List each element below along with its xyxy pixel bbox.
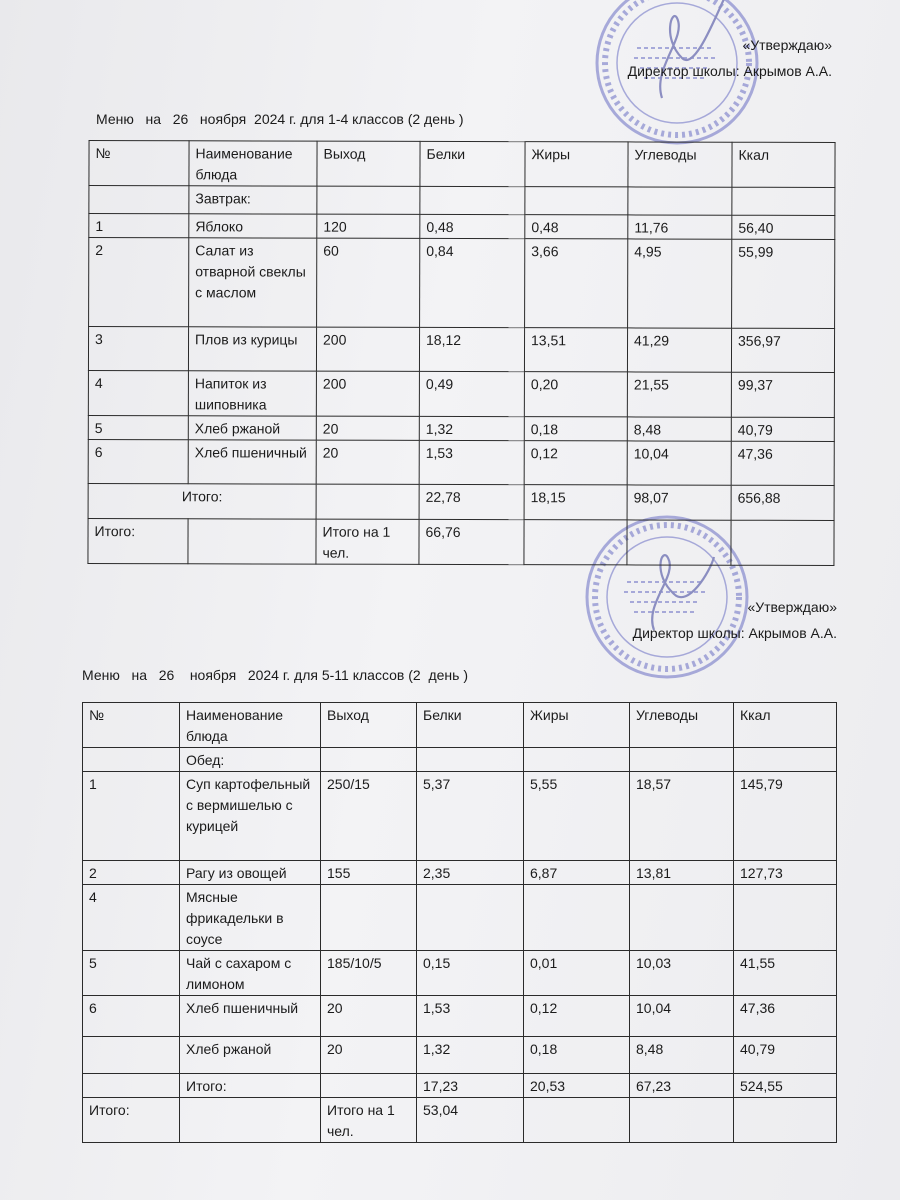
cell: 120 (317, 214, 420, 238)
cell: 99,37 (731, 372, 834, 417)
header-cell: Углеводы (628, 142, 732, 187)
cell: 47,36 (731, 441, 834, 485)
cell: 3 (88, 327, 188, 371)
subtotal-kkal: 524,55 (734, 1074, 837, 1098)
cell: Хлеб ржаной (188, 416, 316, 440)
cell: 40,79 (731, 417, 834, 441)
subtotal-row (83, 1074, 837, 1098)
table-row (83, 861, 837, 885)
subtotal-zhiry: 18,15 (524, 485, 627, 520)
cell: 20 (321, 1037, 417, 1074)
cell: 10,03 (630, 951, 734, 996)
subtotal-zhiry: 20,53 (524, 1074, 630, 1098)
table-row (83, 951, 837, 996)
table-row (89, 214, 835, 240)
total-label: Итого: (83, 1098, 180, 1143)
cell: 200 (316, 327, 419, 371)
cell: 2 (89, 238, 189, 327)
cell: Рагу из овощей (180, 861, 321, 885)
cell: Напиток из шиповника (188, 371, 316, 416)
cell: 4 (88, 371, 188, 416)
table-row (83, 1037, 837, 1074)
subtotal-label: Итого: (88, 484, 316, 520)
cell: 200 (316, 371, 419, 416)
director-name: Директор школы: Акрымов А.А. (632, 625, 837, 641)
table-row (83, 772, 837, 861)
cell: 1,53 (417, 996, 524, 1037)
menu-title-5-11: Меню на 26 ноября 2024 г. для 5-11 классов (2 день ) (82, 667, 468, 683)
cell: 8,48 (627, 417, 731, 441)
cell: 0,15 (417, 951, 524, 996)
section-label: Обед: (180, 748, 321, 772)
cell: 20 (316, 440, 419, 484)
menu-table-5-11 (82, 702, 837, 1143)
approval-label: «Утверждаю» (742, 37, 832, 53)
cell: 1,32 (417, 1037, 524, 1074)
table-header-row (83, 703, 837, 748)
header-cell: Выход (321, 703, 417, 748)
approval-label: «Утверждаю» (747, 599, 837, 615)
per-person-label: Итого на 1 чел. (316, 519, 419, 564)
cell: Плов из курицы (188, 327, 316, 371)
cell: 145,79 (734, 772, 837, 861)
table-row (83, 885, 837, 951)
per-person-value: 66,76 (419, 519, 524, 564)
header-cell: Ккал (732, 142, 835, 187)
cell: Суп картофельный с вермишелью с курицей (180, 772, 321, 861)
cell: 40,79 (734, 1037, 837, 1074)
header-cell: Выход (317, 141, 420, 186)
cell: 0,01 (524, 951, 630, 996)
table-row (88, 416, 834, 442)
header-cell: № (83, 703, 180, 748)
cell: 13,81 (630, 861, 734, 885)
per-person-value: 53,04 (417, 1098, 524, 1143)
subtotal-kkal: 656,88 (731, 485, 834, 520)
cell: 18,12 (419, 327, 524, 371)
header-cell: Углеводы (630, 703, 734, 748)
cell: 356,97 (731, 328, 834, 372)
cell: 155 (321, 861, 417, 885)
total-row (83, 1098, 837, 1143)
cell: 0,20 (524, 372, 627, 417)
table-header-row (89, 141, 835, 188)
cell: 41,55 (734, 951, 837, 996)
subtotal-belki: 17,23 (417, 1074, 524, 1098)
cell: 13,51 (524, 328, 627, 372)
menu-table-1-4 (87, 140, 835, 566)
section-row (83, 748, 837, 772)
cell: 10,04 (627, 441, 731, 485)
cell: 8,48 (630, 1037, 734, 1074)
cell: 5,37 (417, 772, 524, 861)
header-cell: Наименование блюда (180, 703, 321, 748)
header-cell: Жиры (524, 703, 630, 748)
cell: 5,55 (524, 772, 630, 861)
cell: 0,49 (419, 371, 524, 416)
cell: 18,57 (630, 772, 734, 861)
cell: 1,53 (419, 440, 524, 484)
subtotal-row (88, 484, 834, 521)
cell: Салат из отварной свеклы с маслом (189, 238, 317, 327)
cell (83, 1037, 180, 1074)
cell (417, 885, 524, 951)
cell: 5 (88, 416, 188, 440)
cell: 47,36 (734, 996, 837, 1037)
cell (630, 885, 734, 951)
header-cell: Белки (420, 141, 525, 186)
cell: 2 (83, 861, 180, 885)
cell: 185/10/5 (321, 951, 417, 996)
per-person-label: Итого на 1 чел. (321, 1098, 417, 1143)
cell: Яблоко (189, 214, 317, 238)
cell: 4 (83, 885, 180, 951)
cell: 2,35 (417, 861, 524, 885)
total-row (88, 519, 834, 566)
cell: 0,18 (524, 417, 627, 441)
cell (734, 885, 837, 951)
subtotal-uglevody: 98,07 (627, 485, 731, 520)
cell: 20 (316, 416, 419, 440)
cell: 60 (317, 238, 420, 327)
cell: 5 (83, 951, 180, 996)
cell: 11,76 (628, 215, 732, 239)
cell: 250/15 (321, 772, 417, 861)
table-row (89, 238, 835, 329)
cell: 0,48 (525, 215, 628, 239)
cell (524, 885, 630, 951)
cell: 1 (83, 772, 180, 861)
cell: 0,84 (420, 238, 525, 327)
cell: 4,95 (628, 239, 732, 328)
table-row (83, 996, 837, 1037)
subtotal-label: Итого: (180, 1074, 321, 1098)
total-label: Итого: (88, 519, 188, 564)
approval-block-1 (628, 32, 832, 84)
cell (321, 885, 417, 951)
cell: 127,73 (734, 861, 837, 885)
cell: 20 (321, 996, 417, 1037)
cell: Хлеб пшеничный (180, 996, 321, 1037)
cell: 0,12 (524, 996, 630, 1037)
table-row (88, 371, 834, 418)
approval-block-2 (633, 594, 837, 646)
cell: 56,40 (732, 215, 835, 239)
section-row (89, 186, 835, 216)
section-label: Завтрак: (189, 186, 317, 214)
subtotal-uglevody: 67,23 (630, 1074, 734, 1098)
cell: Мясные фрикадельки в соусе (180, 885, 321, 951)
cell: 21,55 (627, 372, 731, 417)
cell: 55,99 (732, 239, 835, 328)
cell: 1,32 (419, 416, 524, 440)
header-cell: Ккал (734, 703, 837, 748)
cell: Чай с сахаром с лимоном (180, 951, 321, 996)
cell: 10,04 (630, 996, 734, 1037)
director-name: Директор школы: Акрымов А.А. (627, 63, 832, 79)
table-row (88, 440, 834, 486)
header-cell: Наименование блюда (189, 141, 317, 186)
subtotal-belki: 22,78 (419, 484, 524, 519)
header-cell: Белки (417, 703, 524, 748)
cell: 6 (88, 440, 188, 484)
cell: 3,66 (525, 239, 628, 328)
cell: 6 (83, 996, 180, 1037)
cell: 6,87 (524, 861, 630, 885)
cell: 0,18 (524, 1037, 630, 1074)
table-row (88, 327, 834, 373)
cell: 0,48 (420, 214, 525, 238)
cell: Хлеб ржаной (180, 1037, 321, 1074)
header-cell: № (89, 141, 189, 186)
header-cell: Жиры (525, 142, 628, 187)
cell: Хлеб пшеничный (188, 440, 316, 484)
cell: 0,12 (524, 441, 627, 485)
cell: 41,29 (627, 328, 731, 372)
menu-title-1-4: Меню на 26 ноября 2024 г. для 1-4 классов (2 день ) (96, 111, 464, 127)
cell: 1 (89, 214, 189, 238)
